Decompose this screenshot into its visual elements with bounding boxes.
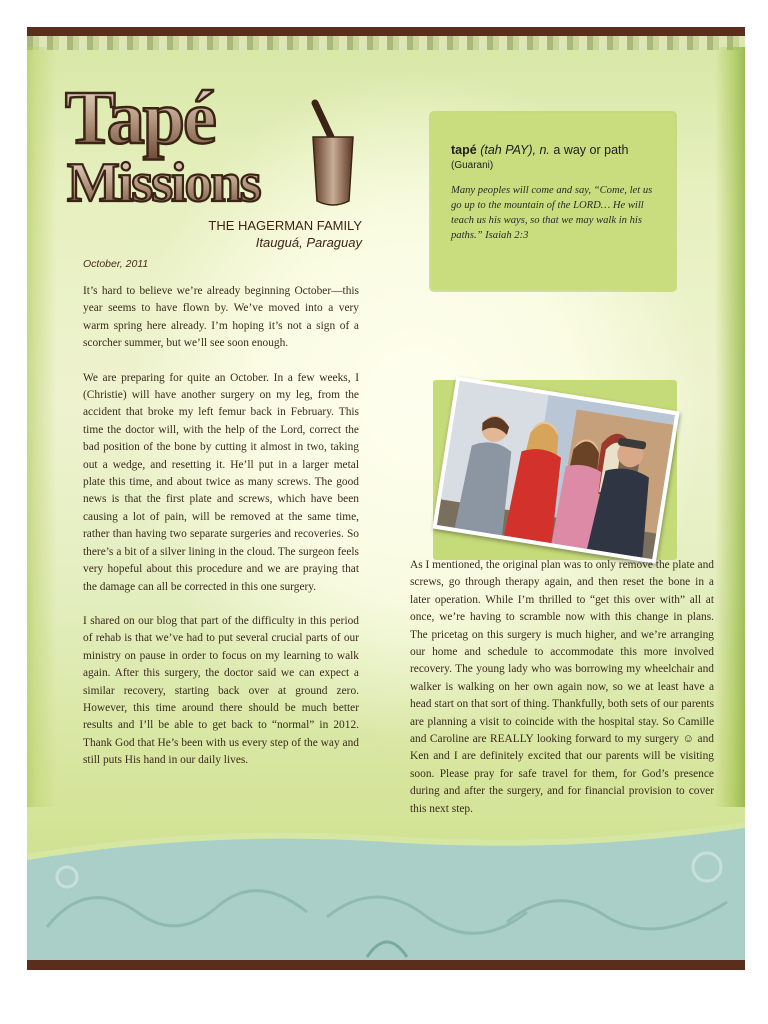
top-decorative-trim (27, 36, 745, 50)
family-photo-image (437, 381, 675, 559)
right-column (410, 557, 714, 818)
top-border (27, 27, 745, 36)
definition-meaning: a way or path (553, 143, 629, 157)
bottom-border (27, 960, 745, 970)
issue-date: October, 2011 (83, 258, 149, 270)
definition-word: tapé (451, 143, 477, 157)
paragraph: As I mentioned, the original plan was to only remove the plate and screws, go through therapy again, and then reset the bone in a later operation. While I’m thrilled to “get this over with” all at once, we’re having to scramble now with this change in plans. The pricetag on this surgery is much higher, and we’re arranging our home and schedule to accommodate this more involved recovery. The young lady who was borrowing my wheelchair and walker is walking on her own again now, so we at least have a head start on that sort of thing. Thankfully, both sets of our parents are planning a visit to coincide with the hospital stay. So Camille and Caroline are REALLY looking forward to my surgery ☺ and Ken and I are definitely excited that our parents will be visiting soon. Please pray for safe travel for them, for God’s presence during and after the surgery, and for financial provision to cover this next step. (410, 559, 715, 815)
left-column (83, 283, 359, 787)
definition-heading (451, 143, 628, 157)
logo-line1: Tapé (65, 76, 215, 160)
newsletter-page (27, 27, 745, 970)
definition-language: (Guarani) (451, 160, 494, 171)
family-name: THE HAGERMAN FAMILY (208, 218, 362, 233)
right-vine-decoration (715, 47, 745, 807)
definition-box (431, 113, 675, 290)
location: Itauguá, Paraguay (255, 235, 362, 250)
paragraph: We are preparing for quite an October. In a few weeks, I (Christie) will have another surgery on my leg, from the accident that broke my left femur back in February. This time the doctor will, with the help of the Lord, correct the bad position of the bone by cutting it almost in two, taking out a wedge, and resetting it. He’ll put in a larger metal plate this time, and about twice as many screws. The good news is that the first plate and screws, which have been causing a lot of pain, will be removed at the same time, rather than having two separate surgeries and recoveries. So there’s a bit of a silver lining in the cloud. The surgeon feels very hopeful about this procedure and we are praying that the damage can all be corrected in this one surgery. (83, 371, 359, 593)
paragraph: It’s hard to believe we’re already beginning October—this year seems to have flown by. We’ve moved into a very warm spring here already. I’m hoping it’s not a sign of a scorcher summer, but we’ll see soon enough. (83, 285, 359, 350)
definition-pos: n. (539, 143, 550, 157)
tape-missions-logo (63, 73, 363, 213)
bottom-decorative-band (27, 817, 745, 960)
definition-pronunciation: (tah PAY), (480, 143, 536, 157)
logo-line2: Missions (67, 152, 260, 213)
scripture-verse: Many peoples will come and say, “Come, let us go up to the mountain of the LORD… He will teach us his ways, so that we may walk in his paths.” Isaiah 2:3 (451, 185, 653, 241)
paragraph: I shared on our blog that part of the difficulty in this period of rehab is that we’ve had to put several crucial parts of our ministry on pause in order to focus on my learning to walk again. After this surgery, the doctor said we can expect a similar recovery, starting back over at ground zero. However, this time around there should be much better results and I’ll be able to get back to “normal” in 2012. Thank God that He’s been with us every step of the way and still puts His hand in our daily lives. (83, 614, 359, 767)
left-vine-decoration (27, 47, 57, 807)
